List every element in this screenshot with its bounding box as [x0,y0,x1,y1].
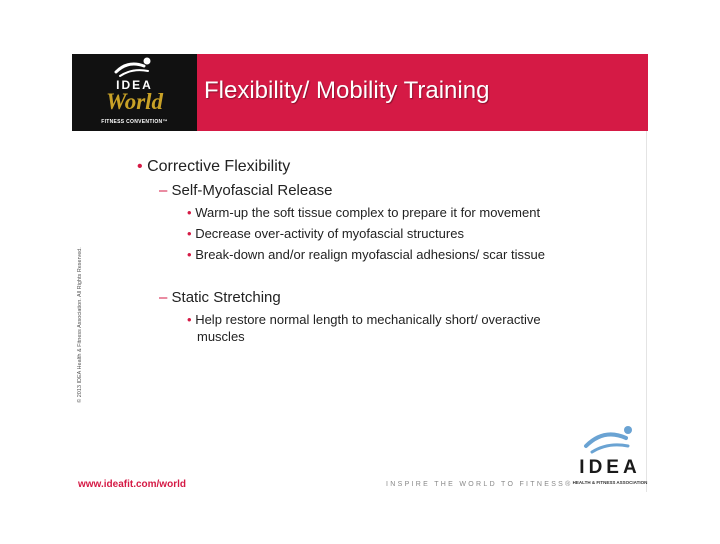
bullet-text: Decrease over-activity of myofascial structures [195,226,464,241]
bullet-text: muscles [197,329,245,344]
bullet-icon: • [187,205,192,220]
bullet-level2 [159,289,281,306]
logo-world-text: World [105,89,164,114]
runner-figure-icon [110,56,160,78]
bullet-level2 [159,182,332,199]
bullet-level3 [187,205,540,220]
bullet-text: Static Stretching [171,289,281,306]
title-bar [197,54,648,131]
bullet-text: Warm-up the soft tissue complex to prepare it for movement [195,205,541,220]
bullet-level1 [137,158,290,176]
idea-world-logo [72,54,197,131]
runner-figure-icon [582,424,638,456]
page-title: Flexibility/ Mobility Training [204,77,490,104]
idea-brand-subtitle: HEALTH & FITNESS ASSOCIATION [572,480,648,485]
footer-tagline: INSPIRE THE WORLD TO FITNESS® [386,481,573,488]
bullet-icon: • [187,247,192,262]
logo-idea-text: IDEA [116,78,153,92]
dash-icon: – [159,182,168,199]
bullet-icon: • [187,312,192,327]
logo-convention-text: FITNESS CONVENTION™ [101,119,168,125]
bullet-text: Help restore normal length to mechanically short/ overactive [195,312,541,327]
bullet-text: Break-down and/or realign myofascial adhesions/ scar tissue [195,247,545,262]
idea-brand-text: IDEA [579,457,641,478]
bullet-icon: • [137,158,143,175]
idea-brand-logo [572,424,648,490]
footer-url-link[interactable]: www.ideafit.com/world [78,479,186,490]
bullet-text: Self-Myofascial Release [171,182,333,199]
bullet-continuation [197,329,245,344]
bullet-text: Corrective Flexibility [147,158,291,175]
bullet-level3 [187,226,464,241]
copyright-notice: © 2013 IDEA Health & Fitness Association. All Rights Reserved. [77,247,83,403]
bullet-level3 [187,312,541,327]
bullet-icon: • [187,226,192,241]
dash-icon: – [159,289,168,306]
bullet-level3 [187,247,545,262]
